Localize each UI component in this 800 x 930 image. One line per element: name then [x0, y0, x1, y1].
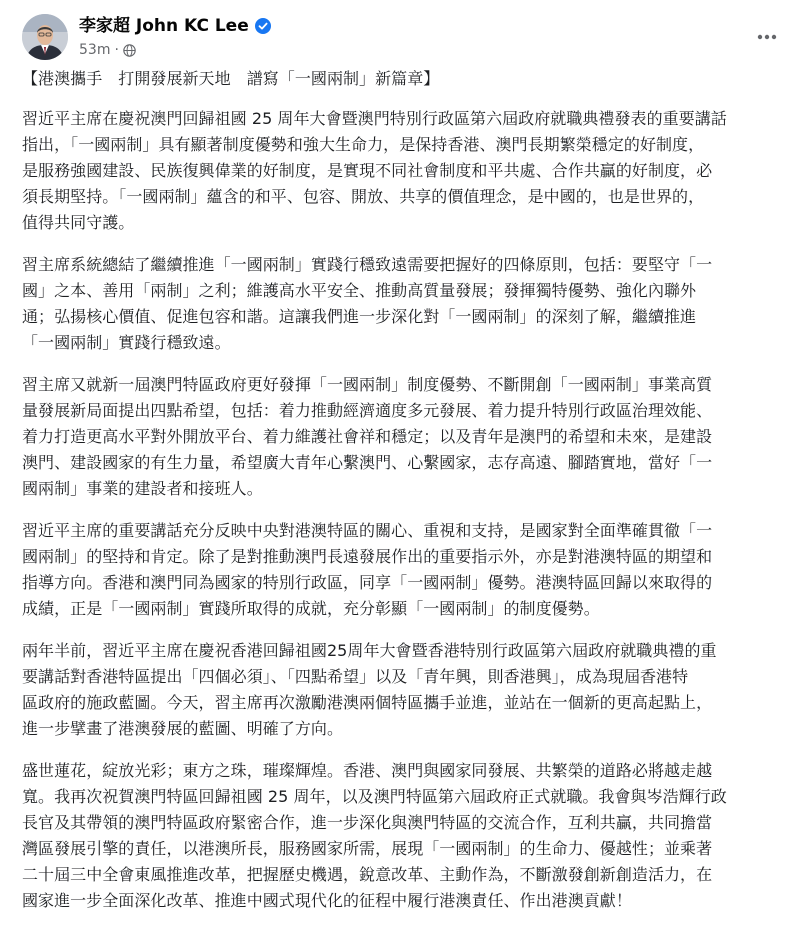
author-name[interactable]: 李家超 John KC Lee — [79, 16, 249, 36]
post-paragraph: 盛世蓮花，綻放光彩；東方之珠，璀璨輝煌。香港、澳門與國家同發展、共繁榮的道路必將越走越 寬。我再次祝賀澳門特區回歸祖國 25 周年，以及澳門特區第六屆政府正式就職。我會與岑浩輝行政 長官及其帶領的澳門特區政府緊密合作，進一步深化與澳門特區的交流合作，互利共贏，共同擔當 灣區發展引擎的責任，以港澳所長，服務國家所需，展現「一國兩制」的生命力、優越性；並乘著 二十屆三中全會東風推進改革，把握歷史機遇，銳意改革、主動作為，不斷激發創新創造活力，在 國家進一步全面深化改革、推進中國式現代化的征程中履行港澳責任、作出港澳貢獻！ — [22, 761, 727, 910]
avatar[interactable] — [22, 14, 68, 60]
avatar-portrait — [22, 14, 68, 60]
author-line — [79, 14, 271, 38]
meta-separator: · — [114, 42, 119, 58]
post-paragraph: 習主席系統總結了繼續推進「一國兩制」實踐行穩致遠需要把握好的四條原則，包括：要堅守「一 國」之本、善用「兩制」之利；維護高水平安全、推動高質量發展；發揮獨特優勢、強化內聯外 通；弘揚核心價值、促進包容和諧。這讓我們進一步深化對「一國兩制」的深刻了解，繼續推進 「一國兩制」實踐行穩致遠。 — [22, 255, 713, 352]
post-paragraph: 習近平主席的重要講話充分反映中央對港澳特區的關心、重視和支持，是國家對全面準確貫徹「一 國兩制」的堅持和肯定。除了是對推動澳門長遠發展作出的重要指示外，亦是對港澳特區的期望和 指導方向。香港和澳門同為國家的特別行政區，同享「一國兩制」優勢。港澳特區回歸以來取得的 成績，正是「一國兩制」實踐所取得的成就，充分彰顯「一國兩制」的制度優勢。 — [22, 521, 713, 618]
post-paragraph: 兩年半前，習近平主席在慶祝香港回歸祖國25周年大會暨香港特別行政區第六屆政府就職典禮的重 要講話對香港特區提出「四個必須」、「四點希望」以及「青年興，則香港興」，成為現屆香港特 區政府的施政藍圖。今天，習主席再次激勵港澳兩個特區攜手並進，並站在一個新的更高起點上， 進一步擘畫了港澳發展的藍圖、明確了方向。 — [22, 641, 717, 738]
post-timestamp[interactable]: 53m — [79, 42, 111, 58]
post-body — [22, 66, 784, 930]
more-options-button[interactable] — [752, 22, 782, 52]
post-paragraph: 習主席又就新一屆澳門特區政府更好發揮「一國兩制」制度優勢、不斷開創「一國兩制」事業高質 量發展新局面提出四點希望，包括：着力推動經濟適度多元發展、着力提升特別行政區治理效能、 着力打造更高水平對外開放平台、着力維護社會祥和穩定；以及青年是澳門的希望和未來，是建設 澳門、建設國家的有生力量，希望廣大青年心繫澳門、心繫國家，志存高遠、腳踏實地，當好「一 國兩制」事業的建設者和接班人。 — [22, 375, 713, 498]
globe-icon[interactable] — [123, 44, 136, 57]
post-title: 【港澳攜手 打開發展新天地 譜寫「一國兩制」新篇章】 — [22, 69, 440, 88]
post-paragraph: 習近平主席在慶祝澳門回歸祖國 25 周年大會暨澳門特別行政區第六屆政府就職典禮發表的重要講話 指出，「一國兩制」具有顯著制度優勢和強大生命力，是保持香港、澳門長期繁榮穩定的好制度， 是服務強國建設、民族復興偉業的好制度，是實現不同社會制度和平共處、合作共贏的好制度，必 須長期堅持。「一國兩制」蘊含的和平、包容、開放、共享的價值理念，是中國的，也是世界的， 值得共同守護。 — [22, 109, 727, 232]
post-header — [0, 0, 800, 70]
more-options-icon — [757, 34, 777, 40]
post-meta — [79, 40, 136, 60]
verified-badge-icon — [255, 18, 271, 34]
